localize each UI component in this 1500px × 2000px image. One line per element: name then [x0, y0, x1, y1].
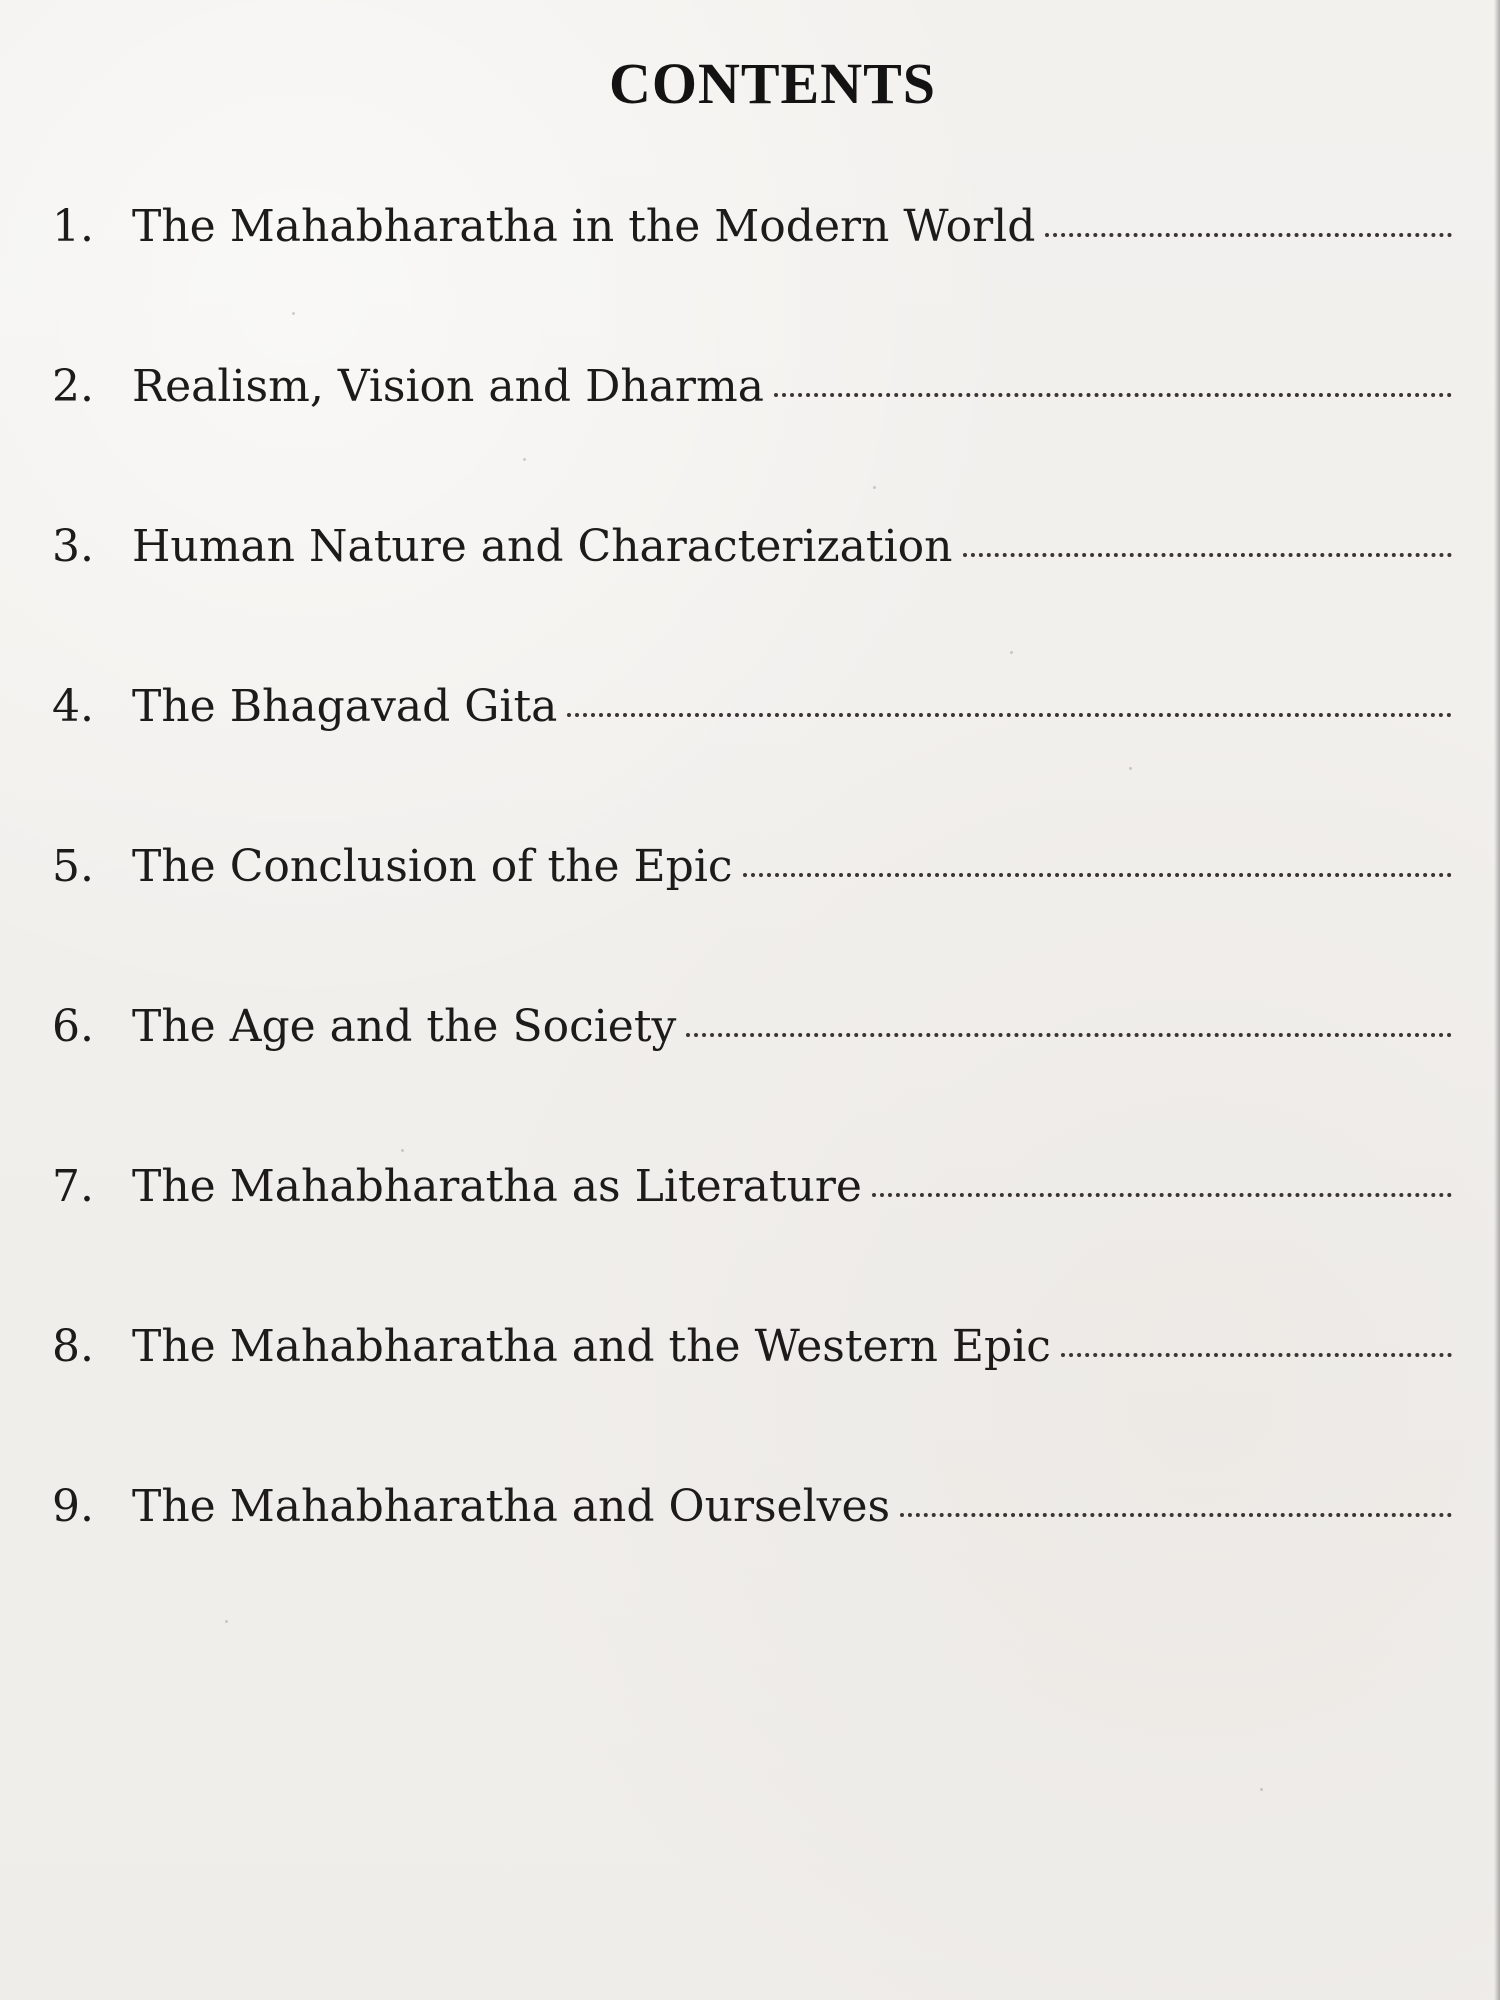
paper-speck — [1010, 651, 1013, 654]
table-of-contents — [52, 201, 1452, 1645]
toc-number: 7. — [52, 1161, 94, 1212]
toc-number: 2. — [52, 361, 94, 412]
toc-label: The Mahabharatha and Ourselves — [132, 1481, 891, 1532]
toc-number: 1. — [52, 201, 94, 252]
toc-number: 4. — [52, 681, 94, 732]
toc-number: 3. — [52, 521, 94, 572]
toc-label: The Mahabharatha and the Western Epic — [132, 1321, 1051, 1372]
toc-item-7 — [52, 1161, 1452, 1325]
paper-speck — [1129, 767, 1132, 770]
dotted-leader — [686, 1033, 1452, 1037]
toc-label: The Mahabharatha in the Modern World — [132, 201, 1036, 252]
toc-number: 9. — [52, 1481, 94, 1532]
paper-speck — [292, 312, 295, 315]
toc-item-5 — [52, 841, 1452, 1005]
toc-item-1 — [52, 201, 1452, 365]
page-title: CONTENTS — [608, 51, 937, 116]
paper-speck — [915, 1342, 918, 1345]
dotted-leader — [774, 393, 1452, 397]
dotted-leader — [1045, 233, 1452, 237]
paper-speck — [523, 458, 526, 461]
toc-item-9 — [52, 1481, 1452, 1645]
paper-speck — [1260, 1788, 1263, 1791]
toc-label: The Conclusion of the Epic — [132, 841, 733, 892]
toc-label: The Bhagavad Gita — [132, 681, 558, 732]
dotted-leader — [963, 553, 1453, 557]
toc-number: 8. — [52, 1321, 94, 1372]
toc-item-8 — [52, 1321, 1452, 1485]
toc-item-2 — [52, 361, 1452, 525]
paper-speck — [225, 1620, 228, 1623]
toc-item-4 — [52, 681, 1452, 845]
dotted-leader — [567, 713, 1452, 717]
dotted-leader — [872, 1193, 1452, 1197]
dotted-leader — [743, 873, 1452, 877]
paper-speck — [401, 1149, 404, 1152]
toc-label: Human Nature and Characterization — [132, 521, 953, 572]
toc-number: 5. — [52, 841, 94, 892]
toc-label: The Age and the Society — [132, 1001, 677, 1052]
toc-label: The Mahabharatha as Literature — [132, 1161, 862, 1212]
page-edge-shadow — [1494, 0, 1500, 2000]
toc-item-3 — [52, 521, 1452, 685]
toc-number: 6. — [52, 1001, 94, 1052]
dotted-leader — [900, 1513, 1452, 1517]
toc-item-6 — [52, 1001, 1452, 1165]
toc-label: Realism, Vision and Dharma — [132, 361, 764, 412]
paper-speck — [873, 486, 876, 489]
dotted-leader — [1061, 1353, 1452, 1357]
